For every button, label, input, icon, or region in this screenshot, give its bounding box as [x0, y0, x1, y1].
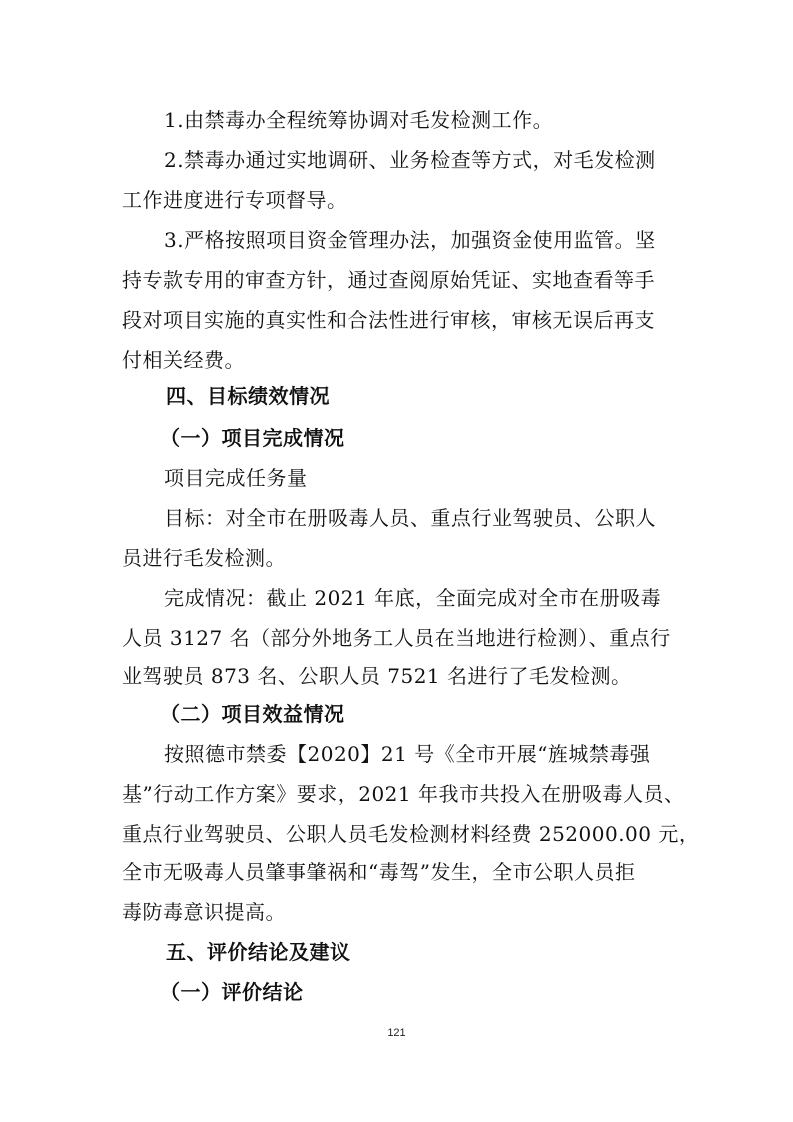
paragraph-line: 2.禁毒办通过实地调研、业务检查等方式，对毛发检测: [164, 148, 656, 172]
paragraph-line: 段对项目实施的真实性和合法性进行审核，审核无误后再支: [122, 308, 655, 332]
paragraph-line: 付相关经费。: [122, 348, 245, 372]
paragraph-line: 1.由禁毒办全程统筹协调对毛发检测工作。: [164, 108, 554, 132]
paragraph-line: 毒防毒意识提高。: [122, 900, 286, 924]
paragraph-line: 人员 3127 名（部分外地务工人员在当地进行检测）、重点行: [122, 626, 671, 650]
paragraph-line: 业驾驶员 873 名、公职人员 7521 名进行了毛发检测。: [122, 664, 632, 688]
paragraph-line: 项目完成任务量: [164, 466, 308, 490]
paragraph-line: 基”行动工作方案》要求，2021 年我市共投入在册吸毒人员、: [122, 782, 685, 806]
paragraph-line: 3.严格按照项目资金管理办法，加强资金使用监管。坚: [164, 228, 656, 252]
subsection-heading: （一）项目完成情况: [160, 426, 345, 450]
section-heading: 四、目标绩效情况: [166, 384, 330, 408]
paragraph-line: 全市无吸毒人员肇事肇祸和“毒驾”发生，全市公职人员拒: [122, 860, 636, 884]
paragraph-line: 员进行毛发检测。: [122, 546, 286, 570]
paragraph-line: 完成情况：截止 2021 年底，全面完成对全市在册吸毒: [164, 586, 662, 610]
paragraph-line: 按照德市禁委【2020】21 号《全市开展“旌城禁毒强: [164, 742, 651, 766]
page-number: 121: [387, 1027, 406, 1039]
section-heading: 五、评价结论及建议: [166, 940, 351, 964]
paragraph-line: 目标：对全市在册吸毒人员、重点行业驾驶员、公职人: [164, 506, 656, 530]
paragraph-line: 工作进度进行专项督导。: [122, 188, 348, 212]
paragraph-line: 重点行业驾驶员、公职人员毛发检测材料经费 252000.00 元，: [122, 822, 700, 846]
subsection-heading: （二）项目效益情况: [160, 702, 345, 726]
paragraph-line: 持专款专用的审查方针，通过查阅原始凭证、实地查看等手: [122, 268, 655, 292]
subsection-heading: （一）评价结论: [160, 980, 304, 1004]
